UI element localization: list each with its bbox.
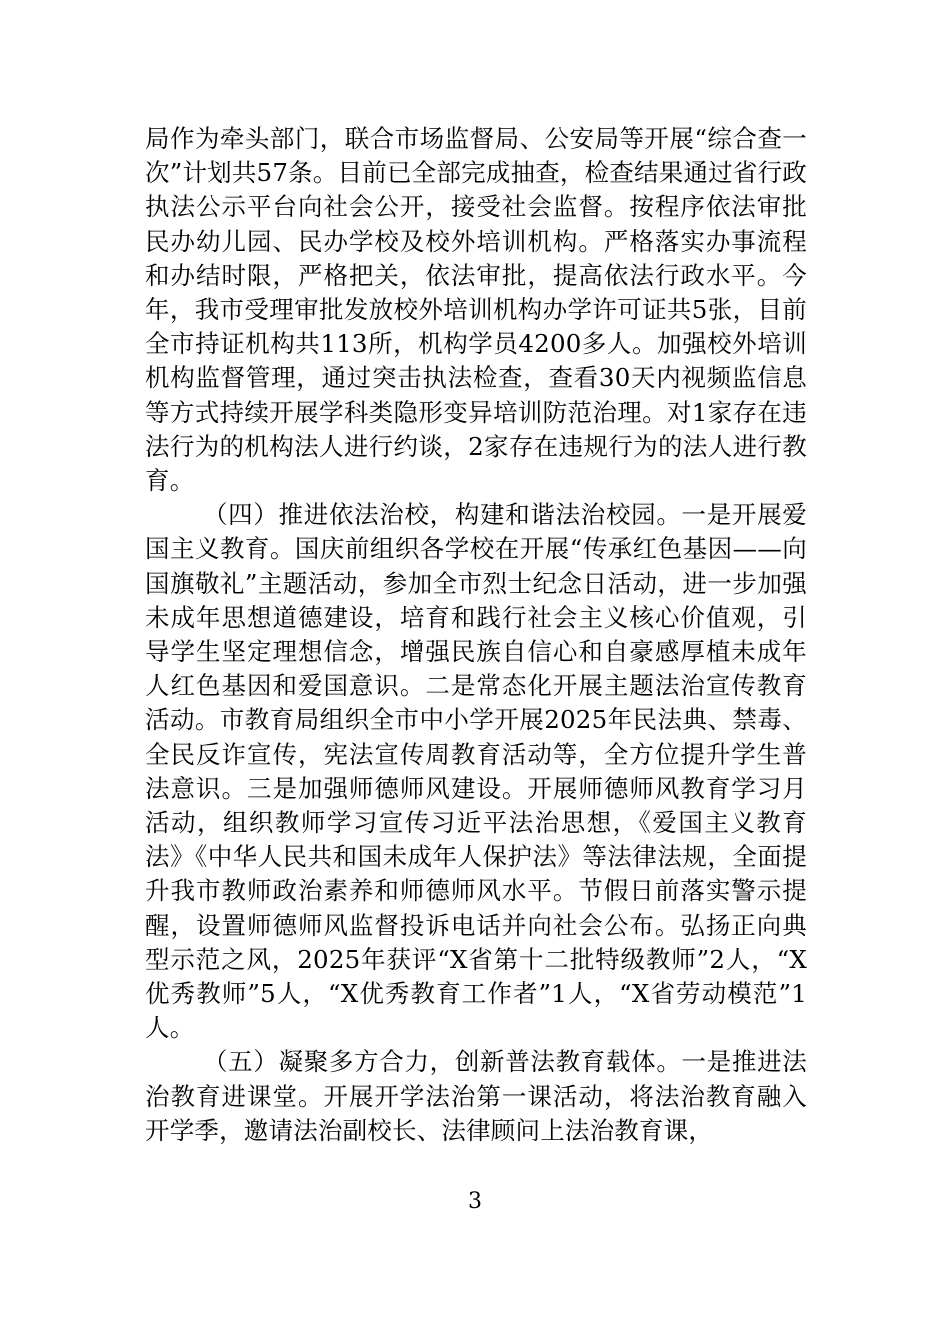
paragraph-section-five: （五）凝聚多方合力，创新普法教育载体。一是推进法治教育进课堂。开展开学法治第一课活动，将法治教育融入开学季，邀请法治副校长、法律顾问上法治教育课， (145, 1047, 807, 1145)
paragraph-section-four: （四）推进依法治校，构建和谐法治校园。一是开展爱国主义教育。国庆前组织各学校在开展“传承红色基因——向国旗敬礼”主题活动，参加全市烈士纪念日活动，进一步加强未成年思想道德建设，培育和践行社会主义核心价值观，引导学生坚定理想信念，增强民族自信心和自豪感厚植未成年人红色基因和爱国意识。二是常态化开展主题法治宣传教育活动。市教育局组织全市中小学开展2025年民法典、禁毒、全民反诈宣传，宪法宣传周教育活动等，全方位提升学生普法意识。三是加强师德师风建设。开展师德师风教育学习月活动，组织教师学习宣传习近平法治思想，《爱国主义教育法》《中华人民共和国未成年人保护法》等法律法规，全面提升我市教师政治素养和师德师风水平。节假日前落实警示提醒，设置师德师风监督投诉电话并向社会公布。弘扬正向典型示范之风，2025年获评“X省第十二批特级教师”2人，“X优秀教师”5人，“X优秀教育工作者”1人，“X省劳动模范”1人。 (145, 500, 807, 1043)
document-body (145, 122, 807, 1148)
paragraph-continued: 局作为牵头部门，联合市场监督局、公安局等开展“综合查一次”计划共57条。目前已全部完成抽查，检查结果通过省行政执法公示平台向社会公开，接受社会监督。按程序依法审批民办幼儿园、民办学校及校外培训机构。严格落实办事流程和办结时限，严格把关，依法审批，提高依法行政水平。今年，我市受理审批发放校外培训机构办学许可证共5张，目前全市持证机构共113所，机构学员4200多人。加强校外培训机构监督管理，通过突击执法检查，查看30天内视频监信息等方式持续开展学科类隐形变异培训防范治理。对1家存在违法行为的机构法人进行约谈，2家存在违规行为的法人进行教育。 (145, 124, 807, 496)
page-number: 3 (468, 1189, 482, 1214)
